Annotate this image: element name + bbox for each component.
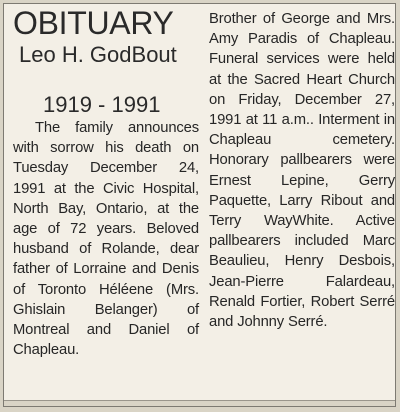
obituary-heading: OBITUARY [13,5,174,41]
life-years: 1919 - 1991 [43,92,161,117]
obituary-clipping [3,3,396,407]
obituary-text-left: The family announces with sorrow his death on Tuesday December 24, 1991 at the Civic Hospital, North Bay, Ontario, at the age of 72 years. Beloved husband of Rolande, dear father of Lorraine and Denis of Toronto Héléene (Mrs. Ghislain Belanger) of Montreal and Daniel of Chapleau. [13,120,199,359]
obituary-text-right: Brother of George and Mrs. Amy Paradis of Chapleau. Funeral services were held at the Sacred Heart Church on Friday, December 27, 1991 at 11 a.m.. Interment in Chapleau cemetery. Honorary pallbearers were Ernest Lepine, Gerry Paquette, Larry Ribout and Terry WayWhite. Active pallbearers included Marc Beaulieu, Henry Desbois, Jean-Pierre Falardeau, Renald Fortier, Robert Serré and Johnny Serré. [209,11,395,331]
deceased-name: Leo H. GodBout [19,42,177,67]
right-column [209,9,395,332]
left-column [13,6,199,360]
clipping-bottom-edge [4,400,395,406]
